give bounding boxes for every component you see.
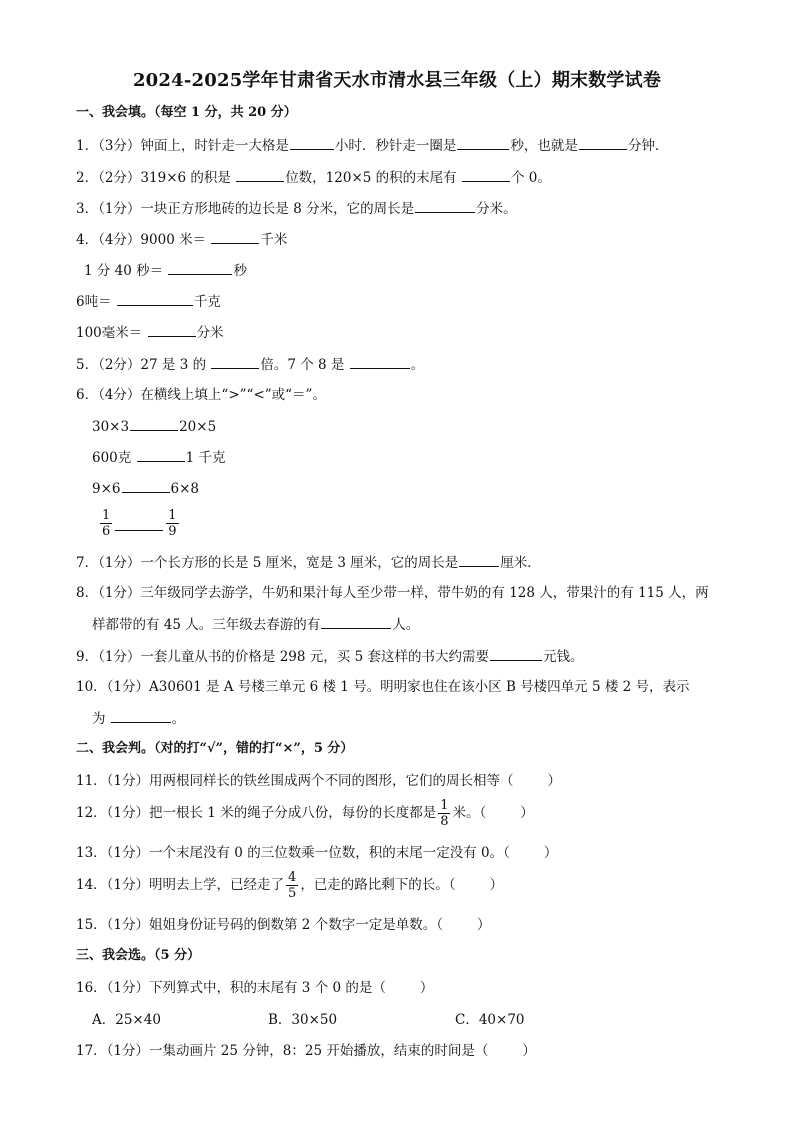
question-10-line-1: 10．（1分）A30601 是 A 号楼三单元 6 楼 1 号。明明家也住在该小区 B 号楼四单元 5 楼 2 号，表示: [76, 679, 690, 695]
q16-option-c[interactable]: C．40×70: [455, 1012, 525, 1028]
q1-text-b: 小时．秒针走一圈是: [334, 138, 457, 154]
q6-fraction-right: $\frac{1}{9}$: [168, 508, 177, 539]
question-4-line-1: [76, 229, 287, 250]
q6-fraction-left: $\frac{1}{6}$: [102, 508, 111, 539]
q16-text-b: ）: [419, 980, 434, 996]
q6-blank-4[interactable]: [115, 516, 163, 531]
question-1: [76, 135, 668, 156]
q16-text-a: 16．（1分）下列算式中，积的末尾有 3 个 0 的是（: [76, 980, 386, 996]
q11-text-a: 11．（1分）用两根同样长的铁丝围成两个不同的图形，它们的周长相等（: [76, 773, 514, 789]
q7-blank-1[interactable]: [459, 552, 499, 567]
q14-text-c: ）: [489, 877, 504, 893]
q1-text-c: 秒，也就是: [510, 138, 578, 154]
question-10-line-2: [92, 708, 185, 729]
q14-text-a: 14．（1分）明明去上学，已经走了: [76, 877, 285, 893]
q10-text-c: 。: [171, 711, 186, 727]
q4-blank-3[interactable]: [117, 291, 193, 306]
section-1-heading: 一、我会填。（每空 1 分，共 20 分）: [76, 105, 297, 120]
q4-text-d1: 100毫米＝: [76, 325, 147, 341]
question-9: [76, 646, 583, 667]
q6-r1-left: 30×3: [92, 419, 130, 435]
q13-text-a: 13．（1分）一个末尾没有 0 的三位数乘一位数，积的末尾一定没有 0。（: [76, 845, 510, 861]
q8-blank-1[interactable]: [321, 614, 391, 629]
q6-r3-left: 9×6: [92, 481, 121, 497]
q6-blank-1[interactable]: [130, 416, 178, 431]
q12-text-c: ）: [520, 805, 534, 821]
q4-text-b1: 1 分 40 秒＝: [84, 263, 168, 279]
question-8-line-1: 8．（1分）三年级同学去游学，牛奶和果汁每人至少带一样，带牛奶的有 128 人，带果汁的有 115 人，两: [76, 585, 709, 601]
q4-text-d2: 分米: [196, 325, 224, 341]
q17-text-a: 17．（1分）一集动画片 25 分钟，8：25 开始播放，结束的时间是（: [76, 1043, 489, 1059]
q1-text-d: 分钟．: [627, 138, 669, 154]
q4-text-a2: 千米: [260, 232, 288, 248]
q3-text-b: 分米。: [476, 201, 517, 217]
q12-fraction: $\frac{1}{8}$: [440, 798, 449, 829]
question-6: 6．（4分）在横线上填上“>”“<”或“＝”。: [76, 387, 326, 403]
q9-text-b: 元钱。: [542, 649, 584, 665]
question-4-line-3: [76, 291, 221, 312]
q9-blank-1[interactable]: [490, 646, 542, 661]
question-6-row-4: [98, 508, 181, 539]
question-17: [76, 1041, 536, 1061]
q5-text-c: 。: [410, 357, 425, 373]
q14-fraction: $\frac{4}{5}$: [288, 870, 297, 901]
question-5: [76, 354, 424, 375]
question-16: [76, 978, 433, 998]
question-11: [76, 771, 561, 791]
question-6-row-1: [92, 416, 216, 437]
q16-option-b[interactable]: B．30×50: [268, 1012, 338, 1028]
section-2-heading: 二、我会判。（对的打“√”，错的打“×”，5 分）: [76, 741, 354, 756]
q10-blank-1[interactable]: [111, 708, 171, 723]
q4-text-a1: 4．（4分）9000 米＝: [76, 232, 211, 248]
q11-text-b: ）: [547, 773, 562, 789]
q4-blank-2[interactable]: [168, 260, 232, 275]
q13-text-b: ）: [543, 845, 558, 861]
question-7: [76, 552, 541, 573]
q5-blank-1[interactable]: [211, 354, 259, 369]
q7-text-b: 厘米．: [500, 555, 541, 571]
q6-blank-2[interactable]: [137, 447, 185, 462]
q1-blank-1[interactable]: [290, 135, 334, 150]
q17-text-b: ）: [522, 1043, 536, 1059]
q2-text-b: 位数，120×5 的积的末尾有: [285, 170, 461, 186]
question-6-row-2: [92, 447, 225, 468]
q14-text-b: ，已走的路比剩下的长。（: [300, 877, 456, 893]
question-12: [76, 798, 534, 829]
q8-text-c: 人。: [392, 617, 420, 633]
question-4-line-4: [76, 322, 224, 343]
question-3: [76, 198, 517, 219]
q6-r1-right: 20×5: [179, 419, 217, 435]
q6-r2-left: 600克: [92, 450, 136, 466]
q5-blank-2[interactable]: [350, 354, 410, 369]
q12-text-b: 米。（: [452, 805, 487, 821]
q4-text-c1: 6吨＝: [76, 294, 116, 310]
q2-blank-1[interactable]: [236, 167, 284, 182]
q1-blank-3[interactable]: [579, 135, 627, 150]
q5-text-b: 倍。7 个 8 是: [260, 357, 349, 373]
q6-blank-3[interactable]: [122, 478, 170, 493]
q2-blank-2[interactable]: [462, 167, 510, 182]
q9-text-a: 9．（1分）一套儿童从书的价格是 298 元，买 5 套这样的书大约需要: [76, 649, 489, 665]
question-2: [76, 167, 551, 188]
q15-text-a: 15．（1分）姐姐身份证号码的倒数第 2 个数字一定是单数。（: [76, 917, 443, 933]
q12-text-a: 12．（1分）把一根长 1 米的绳子分成八份，每份的长度都是: [76, 805, 437, 821]
q7-text-a: 7．（1分）一个长方形的长是 5 厘米，宽是 3 厘米，它的周长是: [76, 555, 459, 571]
q6-r3-right: 6×8: [170, 481, 199, 497]
q15-text-b: ）: [476, 917, 491, 933]
q4-blank-4[interactable]: [148, 322, 196, 337]
q3-text-a: 3．（1分）一块正方形地砖的边长是 8 分米，它的周长是: [76, 201, 415, 217]
question-14: [76, 870, 503, 901]
q1-blank-2[interactable]: [457, 135, 509, 150]
page-title: 2024-2025学年甘肃省天水市清水县三年级（上）期末数学试卷: [132, 70, 662, 91]
question-4-line-2: [84, 260, 247, 281]
q1-text-a: 1．（3分）钟面上，时针走一大格是: [76, 138, 289, 154]
q6-r2-right: 1 千克: [185, 450, 226, 466]
q16-option-a[interactable]: A．25×40: [92, 1012, 161, 1028]
q3-blank-1[interactable]: [415, 198, 475, 213]
q8-text-b: 样都带的有 45 人。三年级去春游的有: [92, 617, 321, 633]
q4-text-c2: 千克: [193, 294, 221, 310]
q2-text-c: 个 0。: [510, 170, 551, 186]
q4-blank-1[interactable]: [211, 229, 259, 244]
q2-text-a: 2．（2分）319×6 的积是: [76, 170, 236, 186]
question-8-line-2: [92, 614, 419, 635]
question-13: [76, 843, 557, 863]
q4-text-b2: 秒: [233, 263, 247, 279]
question-15: [76, 915, 490, 935]
q10-text-b: 为: [92, 711, 110, 727]
section-3-heading: 三、我会选。（5 分）: [76, 948, 201, 963]
question-6-row-3: [92, 478, 199, 499]
q5-text-a: 5．（2分）27 是 3 的: [76, 357, 211, 373]
